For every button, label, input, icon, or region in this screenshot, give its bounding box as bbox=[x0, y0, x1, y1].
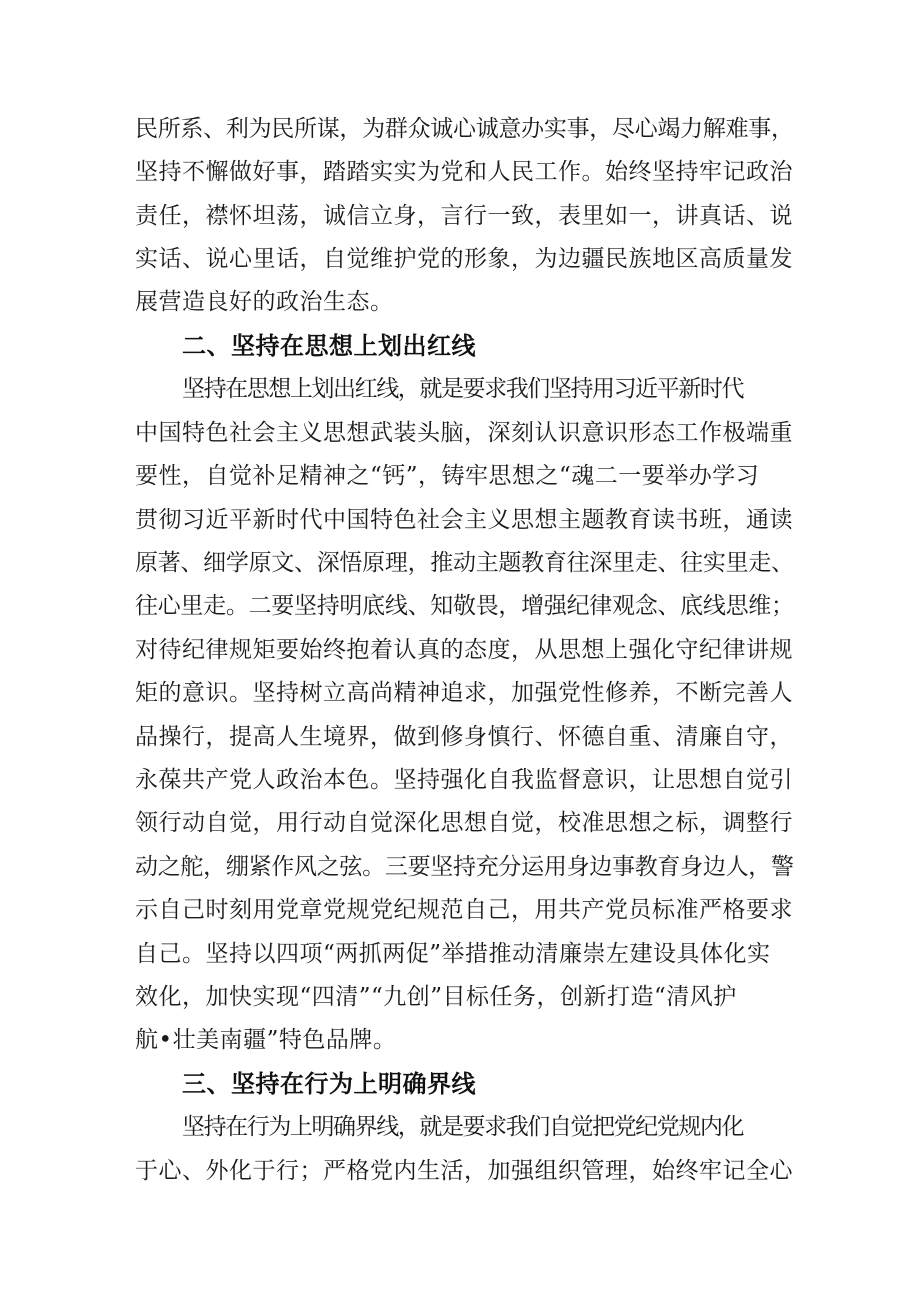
paragraph-line: 实话、说心里话，自觉维护党的形象，为边疆民族地区高质量发 bbox=[135, 246, 793, 272]
paragraph-line: 原著、细学原文、深悟原理，推动主题教育往深里走、往实里走、 bbox=[135, 550, 794, 576]
paragraph-line: 航•壮美南疆”特色品牌。 bbox=[135, 1027, 397, 1053]
paragraph-line: 中国特色社会主义思想武装头脑，深刻认识意识形态工作极端重 bbox=[135, 420, 793, 446]
paragraph-line: 自己。坚持以四项“两抓两促”举措推动清廉崇左建设具体化实 bbox=[135, 941, 771, 967]
paragraph-line: 责任，襟怀坦荡，诚信立身，言行一致，表里如一，讲真话、说 bbox=[135, 203, 793, 229]
paragraph-line: 往心里走。二要坚持明底线、知敬畏，增强纪律观念、底线思维； bbox=[135, 593, 794, 619]
paragraph-line: 领行动自觉，用行动自觉深化思想自觉，校准思想之标，调整行 bbox=[135, 810, 793, 836]
paragraph-line: 坚持在思想上划出红线，就是要求我们坚持用习近平新时代 bbox=[182, 376, 744, 402]
paragraph-line: 效化，加快实现“四清”“九创”目标任务，创新打造“清风护 bbox=[135, 984, 737, 1010]
paragraph-line: 示自己时刻用党章党规党纪规范自己，用共产党员标准严格要求 bbox=[135, 897, 793, 923]
paragraph-line: 贯彻习近平新时代中国特色社会主义思想主题教育读书班，通读 bbox=[135, 507, 793, 533]
section-heading-3: 三、坚持在行为上明确界线 bbox=[182, 1070, 476, 1098]
paragraph-line: 动之舵，绷紧作风之弦。三要坚持充分运用身边事教育身边人，警 bbox=[135, 854, 794, 880]
section-heading-2: 二、坚持在思想上划出红线 bbox=[182, 332, 476, 360]
paragraph-line: 矩的意识。坚持树立高尚精神追求，加强党性修养，不断完善人 bbox=[135, 680, 793, 706]
paragraph-line: 坚持在行为上明确界线，就是要求我们自觉把党纪党规内化 bbox=[182, 1114, 744, 1140]
paragraph-line: 永葆共产党人政治本色。坚持强化自我监督意识，让思想自觉引 bbox=[135, 767, 793, 793]
paragraph-line: 坚持不懈做好事，踏踏实实为党和人民工作。始终坚持牢记政治 bbox=[135, 159, 793, 185]
paragraph-line: 民所系、利为民所谋，为群众诚心诚意办实事，尽心竭力解难事， bbox=[135, 116, 794, 142]
paragraph-line: 对待纪律规矩要始终抱着认真的态度，从思想上强化守纪律讲规 bbox=[135, 637, 793, 663]
paragraph-line: 品操行，提高人生境界，做到修身慎行、怀德自重、清廉自守， bbox=[135, 724, 793, 750]
paragraph-line: 要性，自觉补足精神之“钙”，铸牢思想之“魂二一要举办学习 bbox=[135, 463, 760, 489]
paragraph-line: 于心、外化于行；严格党内生活，加强组织管理，始终牢记全心 bbox=[135, 1158, 793, 1184]
paragraph-line: 展营造良好的政治生态。 bbox=[135, 289, 394, 315]
